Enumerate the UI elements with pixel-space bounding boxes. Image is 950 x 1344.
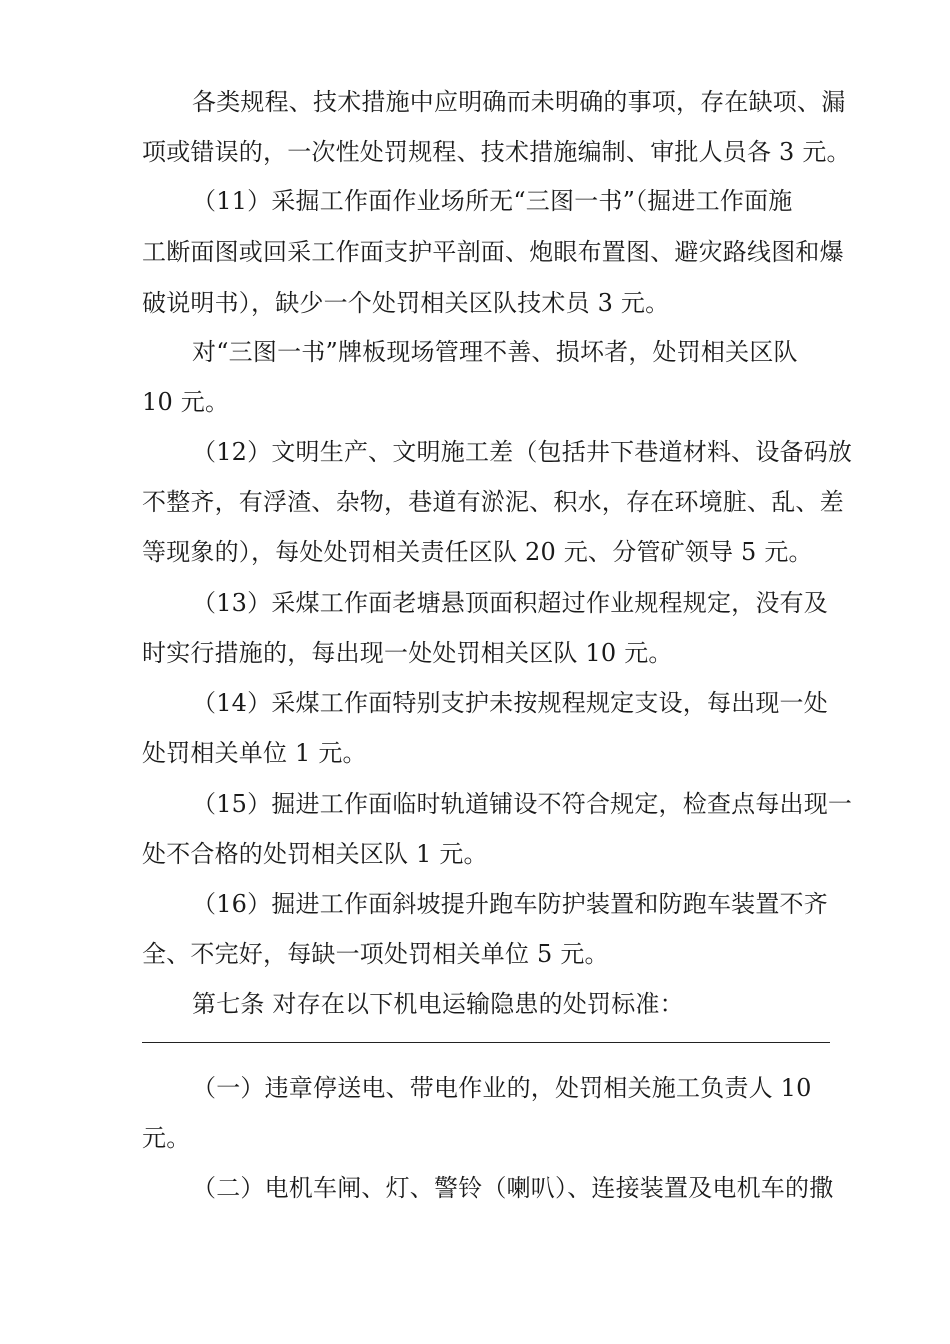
text-line: 工断面图或回采工作面支护平剖面、炮眼布置图、避灾路线图和爆: [142, 238, 844, 266]
text-line: （12）文明生产、文明施工差（包括井下巷道材料、设备码放: [192, 438, 853, 466]
text-line: 元。: [142, 1124, 191, 1152]
text-line: 10 元。: [142, 388, 230, 416]
text-line: 各类规程、技术措施中应明确而未明确的事项，存在缺项、漏: [192, 88, 846, 116]
page-divider: [142, 1042, 830, 1043]
text-line: 第七条 对存在以下机电运输隐患的处罚标准：: [192, 990, 684, 1018]
text-line: （14）采煤工作面特别支护未按规程规定支设，每出现一处: [192, 689, 828, 717]
text-line: 处罚相关单位 1 元。: [142, 739, 367, 767]
text-line: 处不合格的处罚相关区队 1 元。: [142, 840, 488, 868]
text-line: （13）采煤工作面老塘悬顶面积超过作业规程规定，没有及: [192, 589, 828, 617]
text-line: 项或错误的，一次性处罚规程、技术措施编制、审批人员各 3 元。: [142, 138, 851, 166]
text-line: （16）掘进工作面斜坡提升跑车防护装置和防跑车装置不齐: [192, 890, 828, 918]
text-line: 时实行措施的，每出现一处处罚相关区队 10 元。: [142, 639, 673, 667]
text-line: （二）电机车闸、灯、警铃（喇叭）、连接装置及电机车的撒: [192, 1174, 834, 1202]
text-line: （11）采掘工作面作业场所无“三图一书”（掘进工作面施: [192, 187, 793, 215]
text-line: 对“三图一书”牌板现场管理不善、损坏者，处罚相关区队: [192, 338, 798, 366]
text-line: 不整齐，有浮渣、杂物，巷道有淤泥、积水，存在环境脏、乱、差: [142, 488, 844, 516]
text-line: 破说明书），缺少一个处罚相关区队技术员 3 元。: [142, 289, 670, 317]
text-line: 全、不完好，每缺一项处罚相关单位 5 元。: [142, 940, 609, 968]
text-line: 等现象的），每处处罚相关责任区队 20 元、分管矿领导 5 元。: [142, 538, 813, 566]
text-line: （15）掘进工作面临时轨道铺设不符合规定，检查点每出现一: [192, 790, 853, 818]
text-line: （一）违章停送电、带电作业的，处罚相关施工负责人 10: [192, 1074, 812, 1102]
